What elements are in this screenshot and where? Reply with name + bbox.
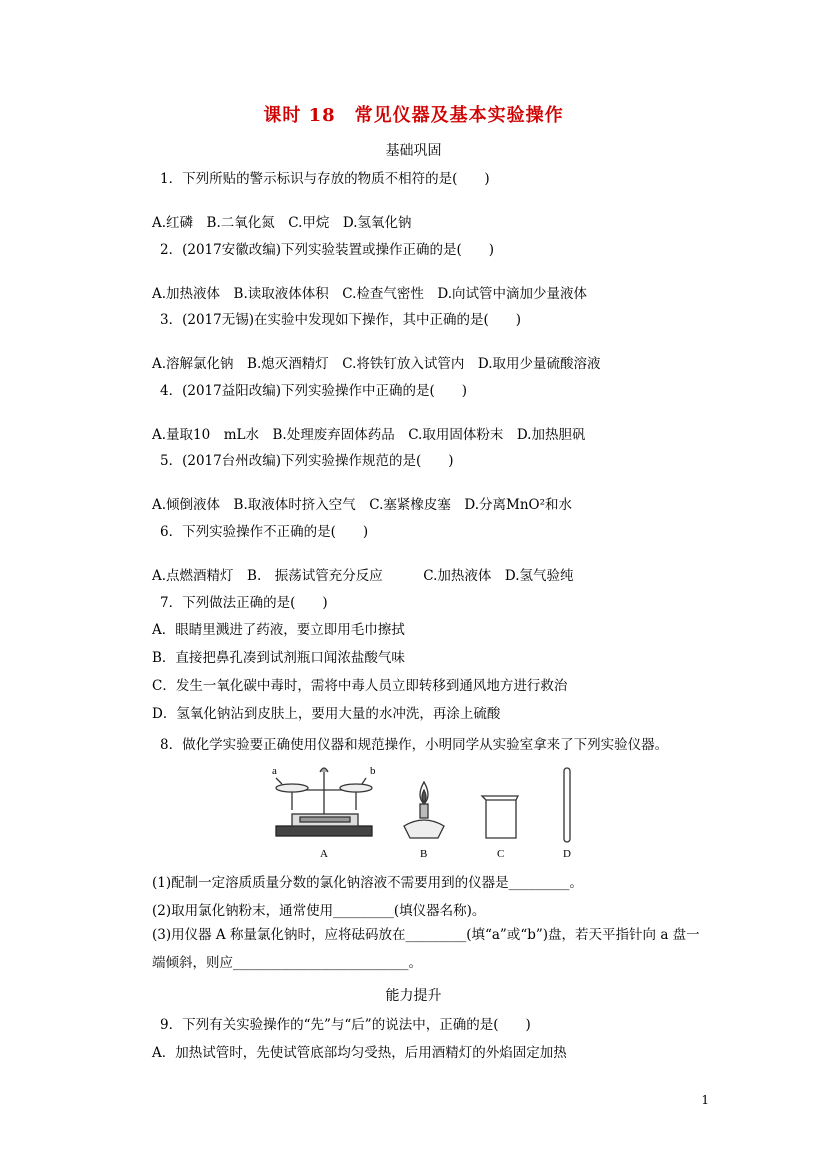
question-4-options: A.量取10 mL水 B.处理废弃固体药品 C.取用固体粉末 D.加热胆矾 (152, 427, 586, 443)
beaker-icon (482, 796, 518, 838)
question-7-stem: 7．下列做法正确的是( ) (160, 595, 328, 611)
question-6-options: A.点燃酒精灯 B. 振荡试管充分反应 C.加热液体 D.氢气验纯 (152, 568, 574, 584)
question-4-stem: 4．(2017益阳改编)下列实验操作中正确的是( ) (160, 383, 468, 399)
instruments-figure (270, 760, 600, 862)
question-3-stem: 3．(2017无锡)在实验中发现如下操作，其中正确的是( ) (160, 312, 522, 328)
question-7-option-b: B．直接把鼻孔凑到试剂瓶口闻浓盐酸气味 (152, 650, 405, 666)
question-9-stem: 9．下列有关实验操作的“先”与“后”的说法中，正确的是( ) (160, 1017, 531, 1033)
question-5-stem: 5．(2017台州改编)下列实验操作规范的是( ) (160, 453, 454, 469)
label-b: b (370, 765, 376, 777)
question-8-sub-1: (1)配制一定溶质质量分数的氯化钠溶液不需要用到的仪器是_________。 (152, 875, 583, 891)
question-7-option-c: C．发生一氧化碳中毒时，需将中毒人员立即转移到通风地方进行救治 (152, 678, 568, 694)
section-heading-basic: 基础巩固 (385, 143, 442, 159)
label-B: B (420, 848, 428, 860)
page-title: 课时 18 常见仪器及基本实验操作 (263, 105, 564, 126)
section-heading-advanced: 能力提升 (385, 988, 442, 1004)
question-7-option-d: D．氢氧化钠沾到皮肤上，要用大量的水冲洗，再涂上硫酸 (152, 706, 501, 722)
label-D: D (563, 848, 571, 860)
instruments-svg (270, 760, 600, 862)
label-A: A (320, 848, 328, 860)
question-1-stem: 1．下列所贴的警示标识与存放的物质不相符的是( ) (160, 171, 490, 187)
question-9-option-a: A．加热试管时，先使试管底部均匀受热，后用酒精灯的外焰固定加热 (152, 1045, 567, 1061)
question-8-stem: 8．做化学实验要正确使用仪器和规范操作，小明同学从实验室拿来了下列实验仪器。 (160, 737, 669, 753)
question-6-stem: 6．下列实验操作不正确的是( ) (160, 524, 369, 540)
label-a: a (272, 765, 277, 777)
glass-rod-icon (564, 768, 570, 842)
label-C: C (497, 848, 505, 860)
question-7-option-a: A．眼睛里溅进了药液，要立即用毛巾擦拭 (152, 622, 405, 638)
question-3-options: A.溶解氯化钠 B.熄灭酒精灯 C.将铁钉放入试管内 D.取用少量硫酸溶液 (152, 356, 601, 372)
question-8-sub-3: (3)用仪器 A 称量氯化钠时，应将砝码放在_________(填“a”或“b”)盘，若天平指针向 a 盘一端倾斜，则应__________________________。 (152, 927, 700, 971)
question-8-sub-2: (2)取用氯化钠粉末，通常使用_________(填仪器名称)。 (152, 903, 486, 919)
question-1-options: A.红磷 B.二氧化氮 C.甲烷 D.氢氧化钠 (152, 215, 412, 231)
question-2-stem: 2．(2017安徽改编)下列实验装置或操作正确的是( ) (160, 242, 495, 258)
balance-icon (276, 768, 372, 836)
page-number: 1 (701, 1093, 709, 1107)
question-5-options: A.倾倒液体 B.取液体时挤入空气 C.塞紧橡皮塞 D.分离MnO²和水 (152, 497, 573, 513)
question-2-options: A.加热液体 B.读取液体体积 C.检查气密性 D.向试管中滴加少量液体 (152, 286, 588, 302)
alcohol-lamp-icon (404, 782, 444, 838)
